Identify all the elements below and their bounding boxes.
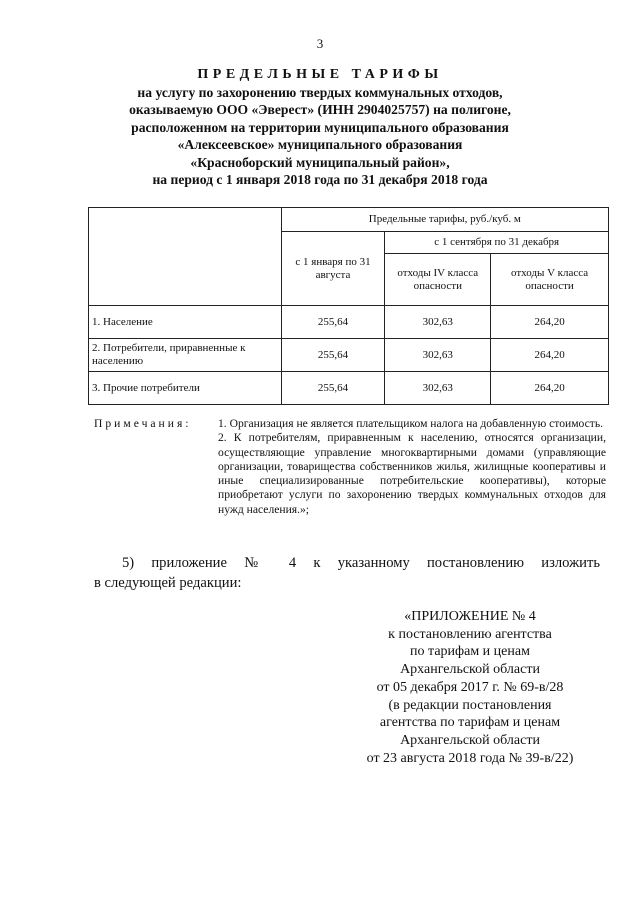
- row-value: 264,20: [491, 372, 609, 405]
- document-heading: ПРЕДЕЛЬНЫЕ ТАРИФЫ: [197, 67, 443, 82]
- table-row: [89, 339, 609, 372]
- appendix-line: Архангельской области: [400, 732, 540, 748]
- header-period-1: с 1 января по 31 августа: [281, 232, 385, 306]
- table-row: [89, 372, 609, 405]
- row-value: 264,20: [491, 306, 609, 339]
- appendix-line: от 05 декабря 2017 г. № 69-в/28: [376, 679, 564, 695]
- row-value: 302,63: [385, 372, 491, 405]
- appendix-line: по тарифам и ценам: [410, 644, 530, 660]
- row-label: 1. Население: [89, 306, 282, 339]
- tariffs-table: [88, 207, 609, 405]
- row-value: 302,63: [385, 339, 491, 372]
- header-class-5: отходы V класса опасности: [491, 254, 609, 306]
- appendix-line: агентства по тарифам и ценам: [379, 715, 561, 731]
- paragraph-5-line-1: 5) приложение № 4 к указанному постановлению изложить: [122, 555, 600, 571]
- row-label: 3. Прочие потребители: [89, 372, 282, 405]
- title-line: на услугу по захоронению твердых коммунальных отходов,: [137, 84, 503, 100]
- appendix-line: (в редакции постановления: [388, 697, 552, 713]
- title-block: [40, 66, 600, 189]
- title-line: оказываемую ООО «Эверест» (ИНН 2904025757) на полигоне,: [129, 102, 511, 117]
- table-row: [89, 306, 609, 339]
- header-main: Предельные тарифы, руб./куб. м: [281, 208, 608, 232]
- header-period-2: с 1 сентября по 31 декабря: [385, 232, 609, 254]
- paragraph-5: [94, 553, 600, 593]
- row-value: 255,64: [281, 339, 385, 372]
- row-value: 255,64: [281, 306, 385, 339]
- title-line: на период с 1 января 2018 года по 31 декабря 2018 года: [152, 172, 488, 187]
- appendix-line: к постановлению агентства: [388, 626, 552, 642]
- appendix-line: «ПРИЛОЖЕНИЕ № 4: [404, 609, 536, 624]
- notes-label: Примечания:: [94, 417, 192, 430]
- title-line: «Красноборский муниципальный район»,: [190, 154, 450, 170]
- page-number: 3: [316, 36, 324, 51]
- title-line: «Алексеевское» муниципального образования: [177, 137, 463, 152]
- appendix-line: от 23 августа 2018 года № 39-в/22): [366, 750, 574, 766]
- row-value: 255,64: [281, 372, 385, 405]
- appendix-header: [330, 608, 610, 767]
- row-label: 2. Потребители, приравненные к населению: [89, 339, 282, 372]
- notes-section: [94, 417, 606, 517]
- note-item: 1. Организация не является плательщиком налога на добавленную стоимость.: [218, 417, 604, 430]
- header-class-4: отходы IV класса опасности: [385, 254, 491, 306]
- paragraph-5-line-2: в следующей редакции:: [94, 575, 242, 591]
- row-value: 264,20: [491, 339, 609, 372]
- title-line: расположенном на территории муниципального образования: [131, 119, 509, 135]
- row-value: 302,63: [385, 306, 491, 339]
- notes-body: [218, 417, 606, 517]
- note-item: 2. К потребителям, приравненным к населению, относятся организации, осуществляющие управление многоквартирными домами (управляющие организации, товарищества собственников жилья, жилищные кооперативы и иные специализированные потребительские кооперативы), которые приобретают услуги по захоронению твердых коммунальных отходов для нужд населения.»;: [218, 431, 606, 516]
- appendix-line: Архангельской области: [400, 662, 540, 678]
- table-corner-cell: [89, 208, 282, 306]
